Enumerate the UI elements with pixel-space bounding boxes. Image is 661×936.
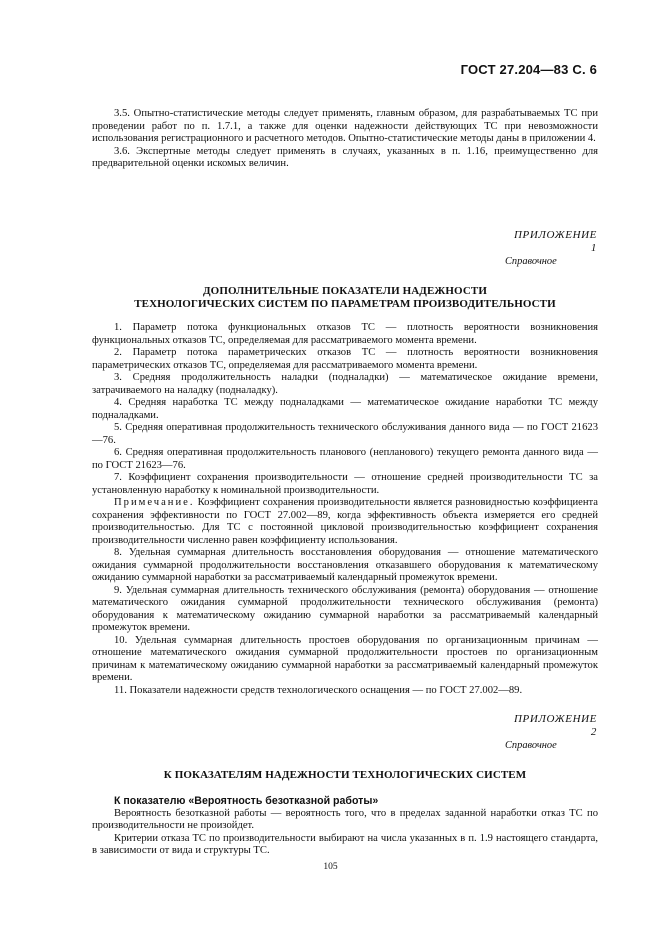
appendix-1-heading-line-2: ТЕХНОЛОГИЧЕСКИХ СИСТЕМ ПО ПАРАМЕТРАМ ПРОИЗВОДИТЕЛЬНОСТИ (134, 298, 556, 310)
item-11: 11. Показатели надежности средств технологического оснащения — по ГОСТ 27.002—89. (114, 684, 523, 696)
item-10: 10. Удельная суммарная длительность простоев оборудования по организационным причинам — отношение математического ожидания суммарной продолжительности простоев по организационным причинам к математическому ожиданию суммарной наработки за рассматриваемый календарный промежуток времени. (92, 634, 598, 683)
appendix-1-label (505, 229, 597, 268)
item-4: 4. Средняя наработка ТС между подналадками — математическое ожидание наработки ТС между подналадками. (92, 397, 598, 421)
item-3: 3. Средняя продолжительность наладки (подналадки) — математическое ожидание времени, затрачиваемого на наладку (подналадку). (92, 372, 598, 396)
item-6: 6. Средняя оперативная продолжительность планового (непланового) текущего ремонта данного вида — по ГОСТ 21623—76. (92, 447, 598, 471)
appendix-2-label (505, 713, 597, 752)
item-2: 2. Параметр потока параметрических отказов ТС — плотность вероятности возникновения параметрических отказов ТС, определяемая для рассматриваемого момента времени. (92, 347, 598, 371)
page-header: ГОСТ 27.204—83 С. 6 (460, 62, 597, 77)
appendix-1-heading-line-1: ДОПОЛНИТЕЛЬНЫЕ ПОКАЗАТЕЛИ НАДЕЖНОСТИ (203, 285, 487, 297)
item-5: 5. Средняя оперативная продолжительность технического обслуживания данного вида — по ГОСТ 21623—76. (92, 422, 598, 446)
appendix-2-subtitle: Справочное (505, 740, 557, 751)
item-9: 9. Удельная суммарная длительность технического обслуживания (ремонта) оборудования — отношение математического ожидания суммарной продолжительности технического обслуживания (ремонта) оборудования к математическому ожиданию суммарной наработки за рассматриваемый календарный промежуток времени. (92, 584, 598, 633)
page-number: 105 (323, 862, 338, 872)
appendix-1-subtitle: Справочное (505, 256, 557, 267)
appendix-1-heading (92, 285, 598, 311)
item-7: 7. Коэффициент сохранения производительности — отношение средней производительности ТС за установленную наработку к номинальной производительности. (92, 472, 598, 496)
intro-section (92, 108, 598, 171)
appendix-2-subheading: К показателю «Вероятность безотказной работы» (114, 795, 379, 807)
appendix-2-paragraph-2: Критерии отказа ТС по производительности выбирают на числа указанных в п. 1.9 настоящего стандарта, в зависимости от вида и структуры ТС. (92, 832, 598, 856)
appendix-2-body (92, 795, 598, 858)
note-paragraph (92, 497, 598, 547)
appendix-2-title: ПРИЛОЖЕНИЕ 2 (514, 713, 597, 738)
note-label: Примечание. (114, 497, 195, 508)
paragraph-3-6: 3.6. Экспертные методы следует применять в случаях, указанных в п. 1.16, преимущественно для предварительной оценки искомых величин. (92, 145, 598, 169)
paragraph-3-5: 3.5. Опытно-статистические методы следует применять, главным образом, для разрабатываемых ТС при проведении работ по п. 1.7.1, а также для оценки надежности действующих ТС при невозможности использования регистрационного и расчетного методов. Опытно-статистические методы даны в приложении 4. (92, 108, 598, 144)
appendix-2-heading: К ПОКАЗАТЕЛЯМ НАДЕЖНОСТИ ТЕХНОЛОГИЧЕСКИХ СИСТЕМ (163, 769, 527, 781)
note-text: Коэффициент сохранения производительности является разновидностью коэффициента сохранения эффективности по ГОСТ 27.002—89, когда эффективность объекта измеряется его средней производительностью. Для ТС с постоянной цикловой производительностью коэффициент сохранения производительности численно равен коэффициенту использования. (92, 497, 598, 546)
appendix-2-paragraph-1: Вероятность безотказной работы — вероятность того, что в пределах заданной наработки отказ ТС по производительности не произойдет. (92, 807, 598, 831)
appendix-1-body (92, 322, 598, 697)
appendix-1-title: ПРИЛОЖЕНИЕ 1 (514, 229, 597, 254)
item-8: 8. Удельная суммарная длительность восстановления оборудования — отношение математического ожидания суммарной продолжительности восстановления отказавшего оборудования к математическому ожиданию суммарной наработки за рассматриваемый календарный промежуток времени. (92, 547, 598, 583)
item-1: 1. Параметр потока функциональных отказов ТС — плотность вероятности возникновения функциональных отказов ТС, определяемая для рассматриваемого момента времени. (92, 322, 598, 346)
